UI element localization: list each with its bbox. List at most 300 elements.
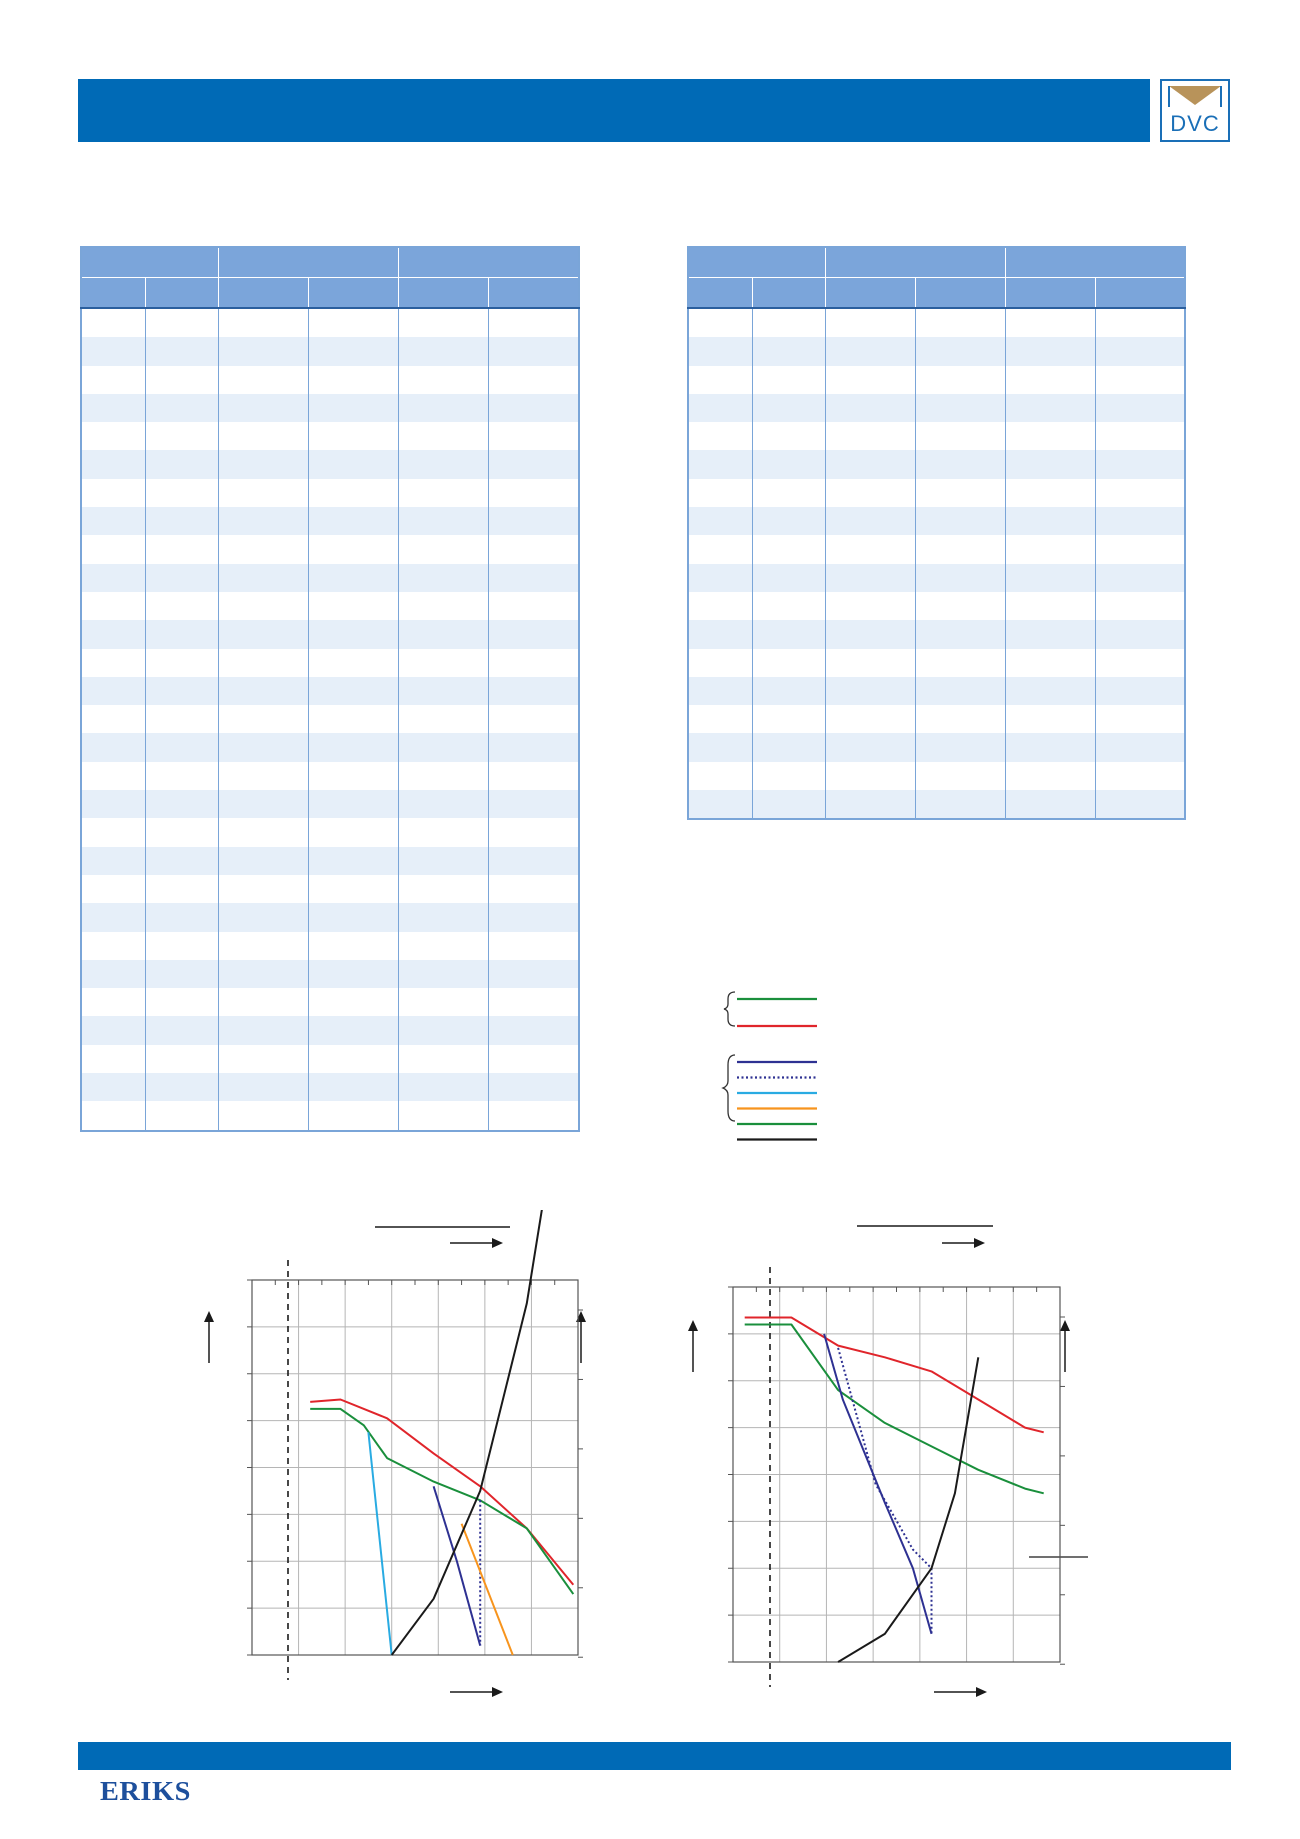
logo-text: DVC (1170, 111, 1220, 136)
table-cell (81, 762, 145, 790)
table-cell (398, 875, 488, 903)
series-line (462, 1524, 513, 1655)
table-header-cell (915, 278, 1005, 309)
table-subheader-row (81, 278, 579, 309)
table-row (81, 762, 579, 790)
footer-bar (78, 1742, 1231, 1770)
table-row (688, 620, 1185, 648)
table-row (81, 1101, 579, 1130)
table-cell (915, 705, 1005, 733)
table-cell (145, 308, 218, 337)
table-cell (218, 932, 308, 960)
table-cell (825, 479, 915, 507)
table-cell (81, 479, 145, 507)
table-cell (398, 479, 488, 507)
table-cell (488, 705, 579, 733)
table-cell (825, 507, 915, 535)
table-row (81, 592, 579, 620)
table-row (81, 847, 579, 875)
table-cell (752, 592, 825, 620)
table-cell (308, 394, 398, 422)
header-bar (78, 79, 1150, 142)
table-row (81, 422, 579, 450)
table-cell (145, 1073, 218, 1101)
table-cell (915, 564, 1005, 592)
table-cell (688, 649, 752, 677)
table-cell (752, 762, 825, 790)
table-cell (825, 366, 915, 394)
table-cell (398, 620, 488, 648)
table-cell (1005, 422, 1095, 450)
table-cell (81, 450, 145, 478)
dvc-logo (1160, 79, 1230, 142)
table-cell (218, 960, 308, 988)
table-cell (81, 564, 145, 592)
table-cell (398, 733, 488, 761)
table-cell (825, 337, 915, 365)
table-cell (1005, 394, 1095, 422)
table-cell (488, 592, 579, 620)
table-cell (1095, 620, 1185, 648)
table-cell (488, 1101, 579, 1130)
table-cell (488, 620, 579, 648)
table-cell (752, 677, 825, 705)
table-cell (1005, 535, 1095, 563)
table-cell (308, 1045, 398, 1073)
table-cell (825, 450, 915, 478)
table-cell (488, 649, 579, 677)
table-cell (1005, 790, 1095, 819)
table-cell (915, 790, 1005, 819)
table-cell (81, 535, 145, 563)
table-header-cell (398, 247, 579, 278)
table-cell (915, 308, 1005, 337)
table-cell (488, 960, 579, 988)
table-header-cell (752, 278, 825, 309)
table-cell (1095, 394, 1185, 422)
table-cell (488, 903, 579, 931)
table-cell (308, 564, 398, 592)
table-cell (81, 960, 145, 988)
table-cell (488, 988, 579, 1016)
table-cell (308, 1016, 398, 1044)
table-cell (1005, 507, 1095, 535)
table-cell (308, 507, 398, 535)
table-cell (752, 649, 825, 677)
table-cell (145, 875, 218, 903)
table-cell (145, 366, 218, 394)
table-row (81, 479, 579, 507)
table-cell (398, 790, 488, 818)
table-cell (81, 705, 145, 733)
table-cell (1095, 762, 1185, 790)
table-cell (1005, 479, 1095, 507)
table-cell (145, 705, 218, 733)
table-cell (488, 479, 579, 507)
table-cell (488, 308, 579, 337)
arrow-up-icon (688, 1320, 698, 1331)
table-cell (145, 790, 218, 818)
table-header-cell (688, 278, 752, 309)
table-cell (488, 450, 579, 478)
series-line (310, 1409, 573, 1594)
table-row (688, 649, 1185, 677)
table-row (81, 705, 579, 733)
table-cell (145, 450, 218, 478)
series-line (838, 1348, 931, 1634)
table-cell (825, 790, 915, 819)
table-cell (398, 366, 488, 394)
table-cell (145, 507, 218, 535)
table-cell (688, 394, 752, 422)
table-cell (688, 479, 752, 507)
table-cell (218, 677, 308, 705)
table-cell (688, 535, 752, 563)
table-cell (398, 1101, 488, 1130)
table-row (81, 903, 579, 931)
table-cell (145, 818, 218, 846)
table-cell (1005, 762, 1095, 790)
table-cell (398, 394, 488, 422)
table-cell (81, 620, 145, 648)
table-cell (752, 733, 825, 761)
table-cell (398, 705, 488, 733)
table-cell (752, 422, 825, 450)
table-cell (81, 932, 145, 960)
table-row (81, 366, 579, 394)
table-cell (145, 620, 218, 648)
table-cell (145, 1045, 218, 1073)
table-cell (1095, 592, 1185, 620)
table-cell (218, 507, 308, 535)
series-line (434, 1486, 481, 1645)
arrow-up-icon (1060, 1320, 1070, 1331)
table-cell (488, 762, 579, 790)
table-cell (488, 366, 579, 394)
table-cell (218, 875, 308, 903)
table-cell (218, 366, 308, 394)
table-cell (1095, 479, 1185, 507)
table-row (81, 790, 579, 818)
table-cell (145, 960, 218, 988)
table-cell (145, 762, 218, 790)
table-cell (81, 507, 145, 535)
table-cell (688, 733, 752, 761)
table-cell (752, 450, 825, 478)
table-cell (81, 592, 145, 620)
table-cell (825, 564, 915, 592)
table-cell (1095, 649, 1185, 677)
table-cell (218, 592, 308, 620)
table-header-cell (81, 278, 145, 309)
arrow-right-icon (492, 1238, 503, 1248)
table-cell (81, 394, 145, 422)
table-cell (218, 1101, 308, 1130)
table-cell (1005, 677, 1095, 705)
table-cell (688, 366, 752, 394)
table-cell (688, 705, 752, 733)
table-cell (752, 366, 825, 394)
table-cell (81, 1045, 145, 1073)
table-cell (218, 620, 308, 648)
table-cell (488, 1073, 579, 1101)
table-row (688, 450, 1185, 478)
table-header-group-row (81, 247, 579, 278)
table-row (81, 960, 579, 988)
table-cell (218, 1016, 308, 1044)
table-cell (145, 394, 218, 422)
table-cell (218, 705, 308, 733)
table-row (81, 649, 579, 677)
table-cell (1095, 422, 1185, 450)
table-cell (825, 394, 915, 422)
table-cell (308, 1101, 398, 1130)
table-cell (825, 762, 915, 790)
left-data-table (80, 246, 580, 1132)
table-cell (81, 1073, 145, 1101)
table-cell (1095, 705, 1185, 733)
legend-brace-icon (724, 992, 735, 1026)
table-cell (1095, 366, 1185, 394)
legend-group-1 (724, 992, 817, 1026)
table-cell (752, 535, 825, 563)
table-row (81, 1016, 579, 1044)
table-cell (825, 592, 915, 620)
table-cell (488, 847, 579, 875)
table-cell (1095, 308, 1185, 337)
table-cell (488, 1045, 579, 1073)
table-cell (145, 422, 218, 450)
table-cell (398, 1016, 488, 1044)
table-cell (915, 620, 1005, 648)
table-cell (398, 564, 488, 592)
table-cell (308, 620, 398, 648)
table-cell (81, 422, 145, 450)
table-cell (752, 705, 825, 733)
table-row (688, 564, 1185, 592)
table-cell (218, 733, 308, 761)
table-cell (488, 535, 579, 563)
table-cell (81, 308, 145, 337)
table-cell (218, 1045, 308, 1073)
table-cell (1005, 620, 1095, 648)
table-cell (398, 932, 488, 960)
table-cell (145, 479, 218, 507)
series-line (824, 1334, 931, 1634)
table-cell (81, 847, 145, 875)
table-cell (398, 535, 488, 563)
table-cell (825, 649, 915, 677)
table-cell (308, 705, 398, 733)
series-line (392, 1210, 555, 1655)
table-row (81, 394, 579, 422)
table-row (688, 308, 1185, 337)
table-row (81, 535, 579, 563)
table-cell (308, 422, 398, 450)
table-cell (218, 535, 308, 563)
table-cell (688, 677, 752, 705)
table-cell (308, 677, 398, 705)
table-header-cell (488, 278, 579, 309)
table-header-cell (218, 278, 308, 309)
table-header-cell (825, 247, 1005, 278)
table-row (688, 790, 1185, 819)
table-cell (752, 620, 825, 648)
table-cell (81, 903, 145, 931)
table-cell (688, 308, 752, 337)
table-cell (218, 337, 308, 365)
table-cell (145, 677, 218, 705)
table-row (81, 733, 579, 761)
table-cell (825, 535, 915, 563)
table-cell (488, 337, 579, 365)
table-cell (308, 366, 398, 394)
table-cell (145, 564, 218, 592)
table-cell (825, 677, 915, 705)
table-cell (398, 592, 488, 620)
table-cell (1005, 337, 1095, 365)
table-cell (218, 394, 308, 422)
table-header-cell (1005, 278, 1095, 309)
line-legend (720, 985, 840, 1155)
table-header-cell (1095, 278, 1185, 309)
table-header-group-row (688, 247, 1185, 278)
table-cell (398, 903, 488, 931)
table-cell (218, 988, 308, 1016)
table-cell (398, 818, 488, 846)
table-row (688, 592, 1185, 620)
table-cell (81, 366, 145, 394)
table-cell (488, 875, 579, 903)
arrow-right-icon (976, 1687, 987, 1697)
table-row (688, 705, 1185, 733)
table-cell (218, 762, 308, 790)
table-cell (1095, 790, 1185, 819)
table-cell (688, 762, 752, 790)
arrow-right-icon (492, 1687, 503, 1697)
table-cell (688, 422, 752, 450)
table-row (81, 875, 579, 903)
table-row (81, 932, 579, 960)
table-cell (398, 450, 488, 478)
table-cell (308, 535, 398, 563)
table-row (688, 337, 1185, 365)
table-cell (915, 450, 1005, 478)
table-cell (688, 507, 752, 535)
table-cell (398, 1045, 488, 1073)
table-cell (1095, 450, 1185, 478)
table-cell (218, 649, 308, 677)
table-cell (218, 1073, 308, 1101)
table-cell (308, 762, 398, 790)
table-cell (915, 535, 1005, 563)
table-cell (398, 649, 488, 677)
table-cell (308, 903, 398, 931)
table-cell (1095, 337, 1185, 365)
table-cell (145, 535, 218, 563)
table-cell (488, 677, 579, 705)
table-row (81, 337, 579, 365)
table-cell (81, 649, 145, 677)
table-header-cell (398, 278, 488, 309)
table-row (81, 308, 579, 337)
table-row (81, 450, 579, 478)
table-cell (81, 1016, 145, 1044)
table-cell (218, 564, 308, 592)
series-line (838, 1357, 978, 1662)
table-cell (218, 422, 308, 450)
table-cell (398, 1073, 488, 1101)
table-cell (915, 677, 1005, 705)
table-row (688, 762, 1185, 790)
table-cell (81, 988, 145, 1016)
table-cell (752, 394, 825, 422)
table-row (688, 535, 1185, 563)
table-cell (688, 564, 752, 592)
table-cell (308, 450, 398, 478)
table-cell (752, 308, 825, 337)
table-cell (915, 649, 1005, 677)
table-cell (308, 988, 398, 1016)
performance-chart-left (180, 1210, 600, 1710)
table-cell (752, 507, 825, 535)
table-cell (308, 960, 398, 988)
logo-chevron-shape (1169, 86, 1221, 105)
table-cell (915, 422, 1005, 450)
table-cell (488, 733, 579, 761)
table-cell (398, 337, 488, 365)
table-cell (308, 790, 398, 818)
table-cell (218, 450, 308, 478)
table-row (81, 1045, 579, 1073)
arrow-right-icon (974, 1238, 985, 1248)
table-cell (752, 337, 825, 365)
table-cell (915, 394, 1005, 422)
table-cell (688, 790, 752, 819)
table-cell (308, 479, 398, 507)
table-cell (1095, 507, 1185, 535)
table-cell (1095, 535, 1185, 563)
table-cell (218, 790, 308, 818)
series-line (745, 1325, 1044, 1494)
table-header-cell (218, 247, 398, 278)
table-cell (488, 394, 579, 422)
table-cell (398, 988, 488, 1016)
eriks-logo: ERIKS (100, 1776, 191, 1806)
arrow-up-icon (204, 1311, 214, 1322)
table-cell (145, 988, 218, 1016)
table-cell (398, 960, 488, 988)
legend-group-2 (723, 1055, 817, 1140)
table-cell (218, 479, 308, 507)
table-cell (1095, 733, 1185, 761)
table-cell (308, 649, 398, 677)
table-cell (145, 1016, 218, 1044)
table-subheader-row (688, 278, 1185, 309)
table-cell (915, 337, 1005, 365)
table-cell (1005, 366, 1095, 394)
table-cell (915, 762, 1005, 790)
table-cell (915, 479, 1005, 507)
table-row (81, 988, 579, 1016)
table-cell (752, 790, 825, 819)
table-cell (752, 564, 825, 592)
table-cell (688, 450, 752, 478)
table-cell (688, 592, 752, 620)
table-cell (308, 733, 398, 761)
table-row (688, 394, 1185, 422)
table-cell (488, 932, 579, 960)
